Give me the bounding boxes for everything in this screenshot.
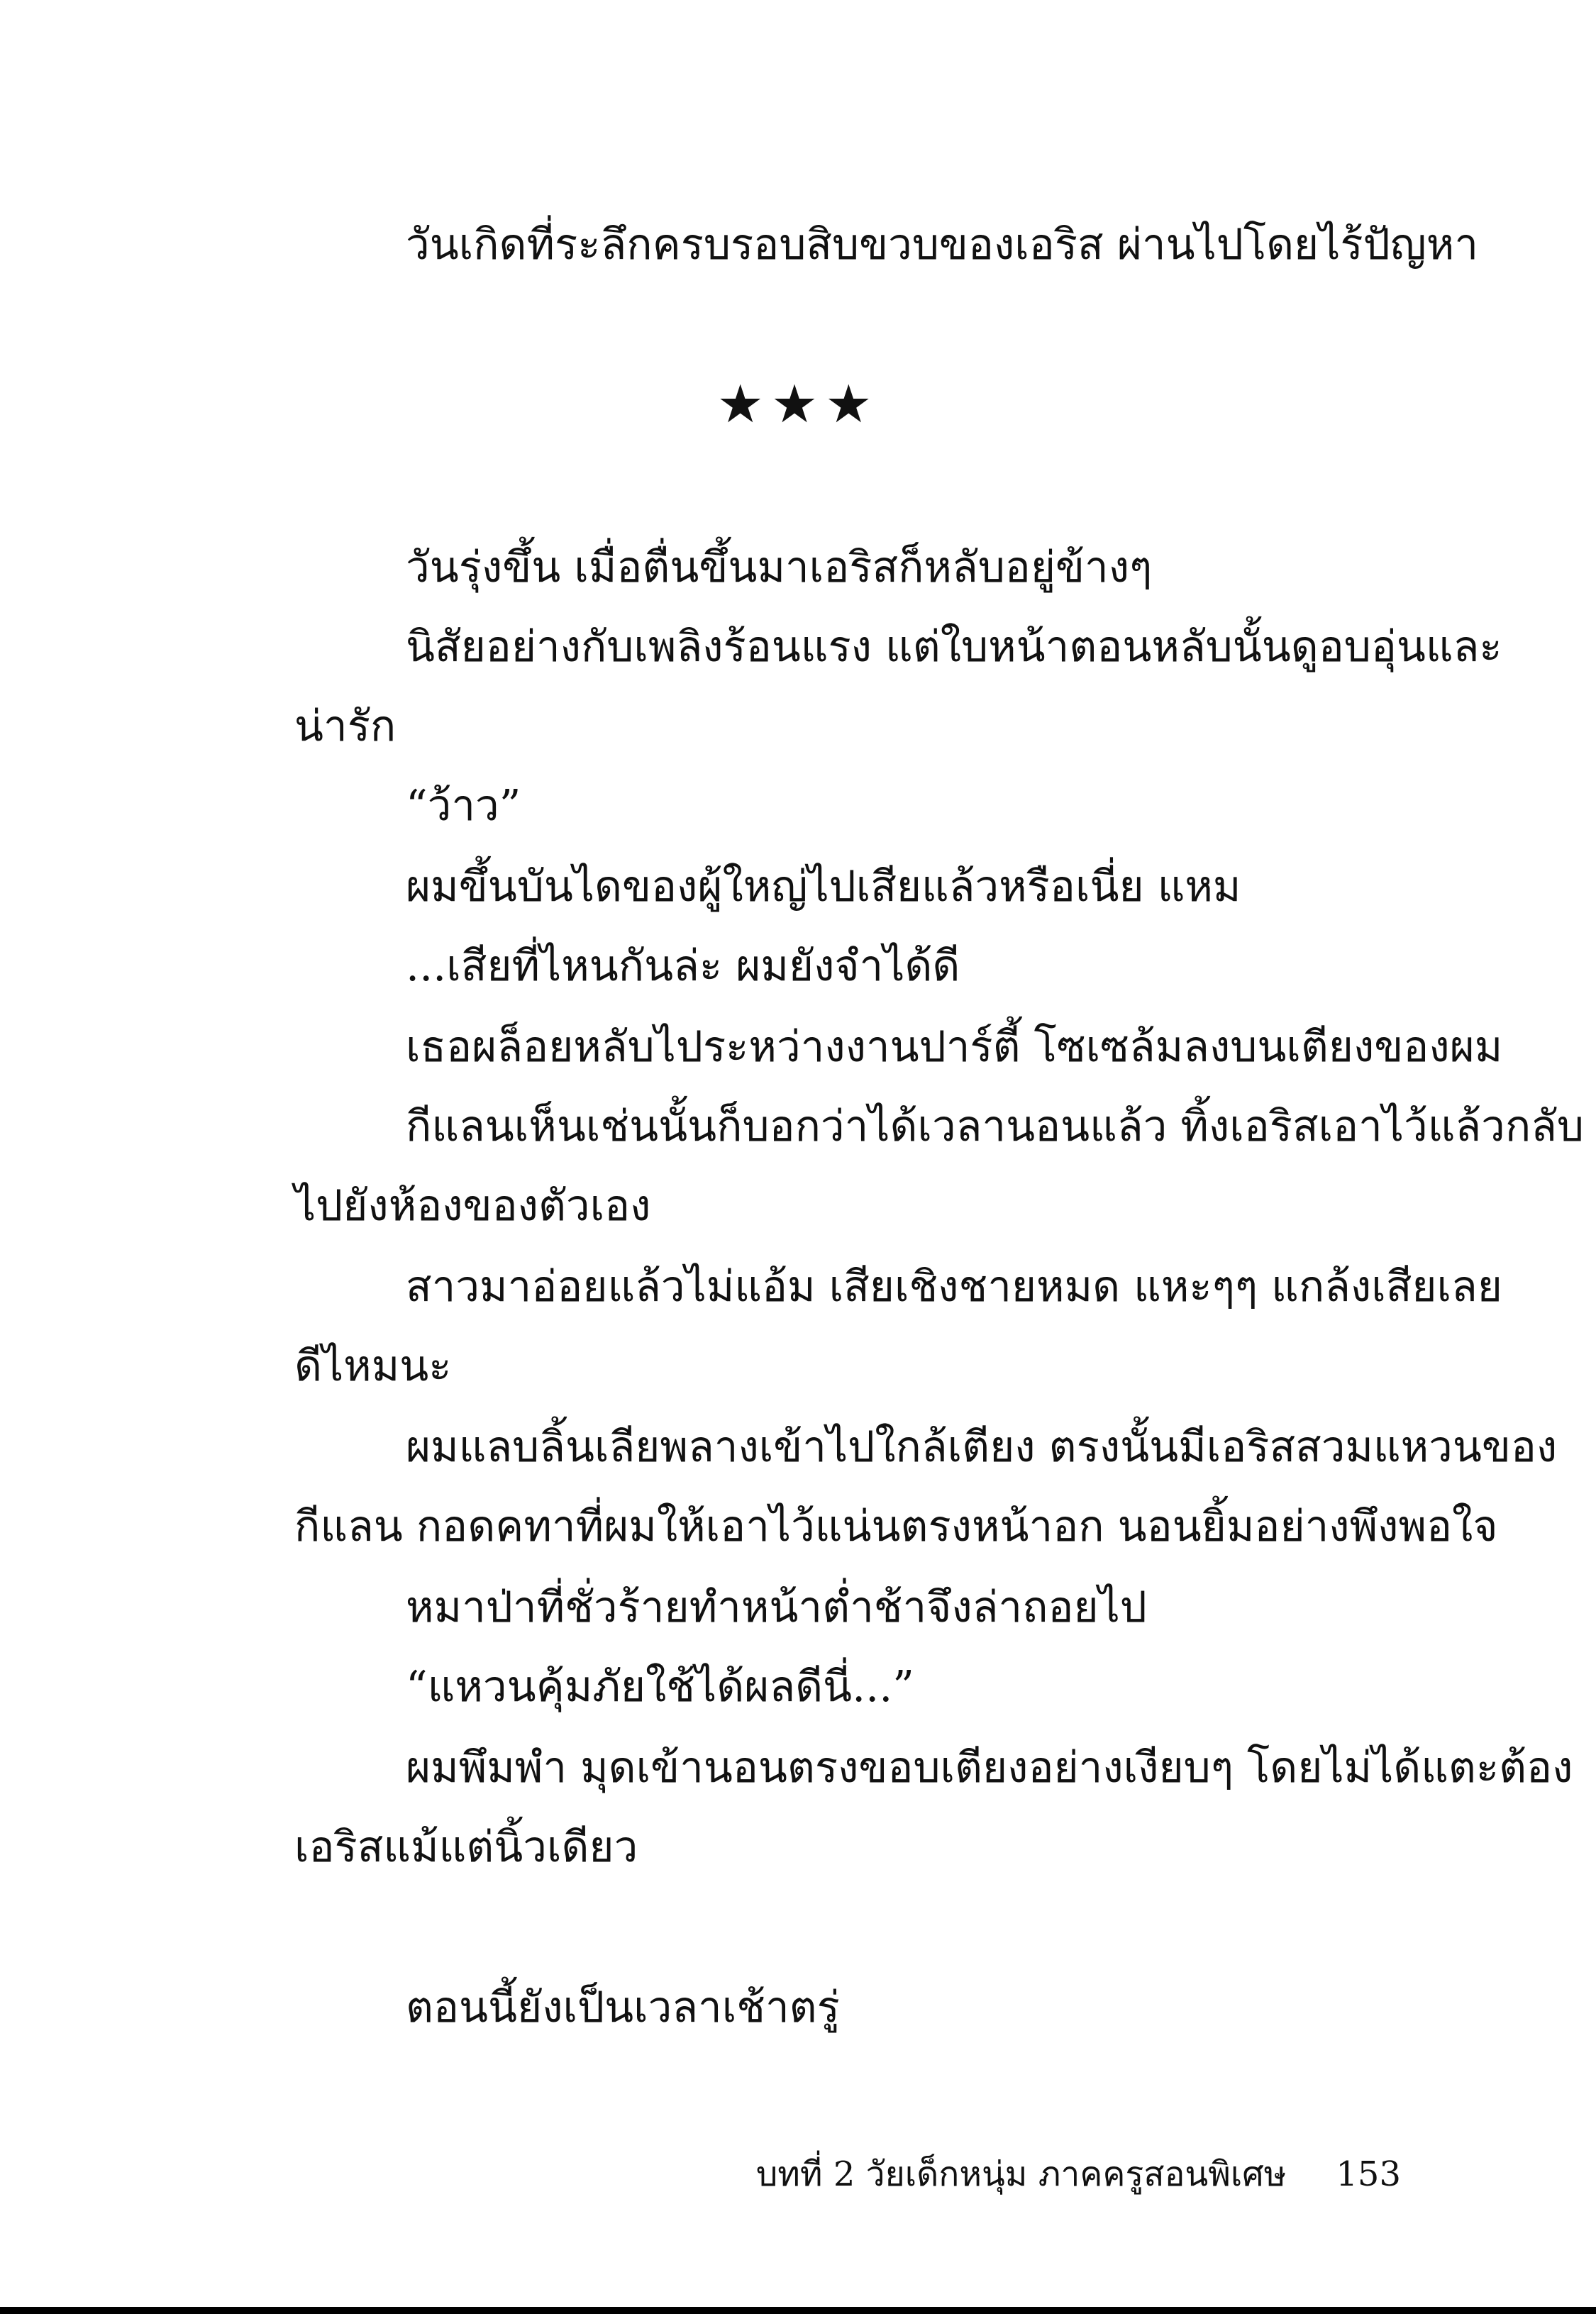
paragraph-line: ...เสียที่ไหนกันล่ะ ผมยังจำได้ดี — [406, 941, 960, 991]
paragraph-line: “แหวนคุ้มภัยใช้ได้ผลดีนี่...” — [406, 1662, 914, 1712]
paragraph-line: กีแลน กอดคทาที่ผมให้เอาไว้แน่นตรงหน้าอก นอนยิ้มอย่างพึงพอใจ — [294, 1502, 1498, 1551]
paragraph-line: ไปยังห้องของตัวเอง — [294, 1181, 651, 1231]
paragraph-line: วันรุ่งขึ้น เมื่อตื่นขึ้นมาเอริสก็หลับอยู่ข้างๆ — [406, 543, 1153, 592]
paragraph-line: กีแลนเห็นเช่นนั้นก็บอกว่าได้เวลานอนแล้ว ทิ้งเอริสเอาไว้แล้วกลับ — [406, 1102, 1585, 1151]
paragraph-line: น่ารัก — [294, 702, 397, 751]
paragraph-line: ผมแลบลิ้นเลียพลางเข้าไปใกล้เตียง ตรงนั้นมีเอริสสวมแหวนของ — [406, 1422, 1558, 1472]
bottom-rule — [0, 2307, 1596, 2314]
paragraph-line: สาวมาอ่อยแล้วไม่แอ้ม เสียเชิงชายหมด แหะๆๆ แกล้งเสียเลย — [406, 1262, 1502, 1312]
paragraph-line: เธอผล็อยหลับไประหว่างงานปาร์ตี้ โซเซล้มลงบนเตียงของผม — [406, 1022, 1503, 1072]
section-break-stars: ★★★ — [716, 374, 880, 435]
page-footer — [756, 2146, 1401, 2203]
paragraph-line: วันเกิดที่ระลึกครบรอบสิบขวบของเอริส ผ่านไปโดยไร้ปัญหา — [406, 220, 1479, 270]
paragraph-line: “ว้าว” — [406, 781, 521, 831]
running-title: บทที่ 2 วัยเด็กหนุ่ม ภาคครูสอนพิเศษ — [755, 2154, 1287, 2194]
paragraph-line: หมาป่าที่ชั่วร้ายทำหน้าต่ำช้าจึงล่าถอยไป — [406, 1583, 1147, 1632]
paragraph-line: เอริสแม้แต่นิ้วเดียว — [294, 1822, 638, 1872]
paragraph-line: ดีไหมนะ — [294, 1341, 452, 1391]
paragraph-line: ผมขึ้นบันไดของผู้ใหญ่ไปเสียแล้วหรือเนี่ย แหม — [406, 862, 1241, 912]
page-number: 153 — [1336, 2154, 1401, 2194]
paragraph-line: ผมพึมพำ มุดเข้านอนตรงขอบเตียงอย่างเงียบๆ โดยไม่ได้แตะต้อง — [406, 1743, 1573, 1793]
paragraph-line: นิสัยอย่างกับเพลิงร้อนแรง แต่ใบหน้าตอนหลับนั้นดูอบอุ่นและ — [406, 622, 1502, 672]
paragraph-line: ตอนนี้ยังเป็นเวลาเช้าตรู่ — [406, 1983, 840, 2032]
